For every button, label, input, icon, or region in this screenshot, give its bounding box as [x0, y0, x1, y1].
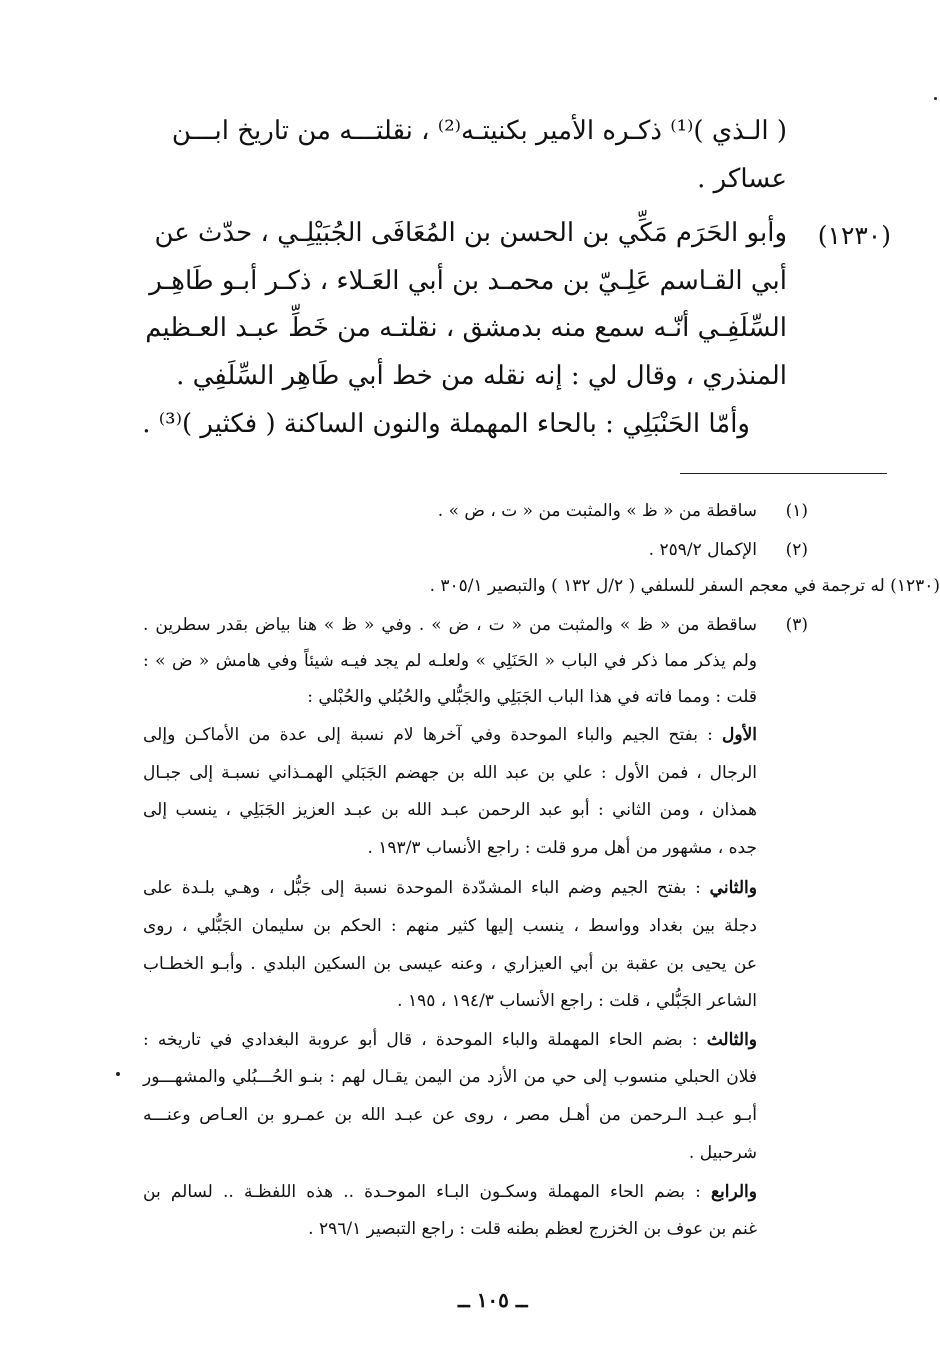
paragraph-second-line: عن يحيى بن عقبة بن أبي العيزاري ، وعنه عيسى بن السكين البلدي . وأبـو الخطـاب [143, 954, 757, 974]
footnote-separator [680, 473, 887, 474]
paragraph-third-heading: والثالث [706, 1030, 757, 1050]
entry-number: (١٢٣٠) [817, 221, 891, 250]
paragraph-third-line: فلان الحبلي منسوب إلى حي من الأزد من اليمن يقـال لهم : بنـو الحُـــبُلي والمشهـــور [143, 1067, 757, 1087]
paragraph-third-line: أبـو عبـد الـرحمن من أهـل مصر ، روى عن عبـد الله بن عمـرو بن العـاص وعنـــه [143, 1105, 757, 1125]
main-line: المنذري ، وقال لي : إنه نقله من خط أبي طَاهِر السِّلَفِي . [176, 361, 787, 391]
paragraph-first-text: : بفتح الجيم والباء الموحدة وفي آخرها لام نسبة إلى عدة من الأماكـن وإلى [143, 725, 723, 745]
footnote-3-line: ولم يذكر مما ذكر في الباب « الحَنَلِي » ولعلـه لم يجد فيـه شيئاً وفي هامش « ض » : [143, 651, 757, 671]
footnote-3-line: قلت : ومما فاته في هذا الباب الجَبَلِي والجَبُّلي والحُبُلي والحُبْلي : [307, 687, 757, 707]
footnote-1-label: (١) [785, 501, 808, 521]
paragraph-second-line: دجلة بين بغداد وواسط ، ينسب إليها كثير منهم : الحكم بن سليمان الجَبُّلي ، روى [143, 916, 757, 936]
main-line: وأمّا الحَنْبَلِي : بالحاء المهملة والنون الساكنة ( فكثير )⁽³⁾ . [142, 409, 750, 439]
ink-speck [116, 1072, 120, 1076]
main-line: السِّلَفِـي أنّـه سمع منه بدمشق ، نقلتـه من خَطِّ عبـد العـظيم [145, 313, 787, 343]
paragraph-first-line [143, 721, 757, 751]
footnote-1-text: ساقطة من « ظ » والمثبت من « ت ، ض » . [437, 501, 757, 521]
page-number: ــ ١٠٥ ــ [458, 1288, 528, 1312]
paragraph-first-line: الرجال ، فمن الأول : علي بن عبد الله بن جهضم الجَبَلي الهمـذاني نسبـة إلى جبـال [143, 763, 757, 783]
main-line: عساكر . [697, 164, 787, 194]
paragraph-fourth-line: غنم بن عوف بن الخزرج لعظم بطنه قلت : راجع التبصير ٢٩٦/١ . [308, 1219, 757, 1239]
paragraph-second-text: : بفتح الجيم وضم الباء المشدّدة الموحدة نسبة إلى جَبُّل ، وهـي بلـدة على [143, 878, 710, 898]
paragraph-fourth-heading: والرابع [711, 1182, 757, 1202]
ink-speck [934, 97, 937, 100]
main-line: وأبو الحَرَم مَكِّي بن الحسن بن المُعَافَى الجُبَيْلِـي ، حدّث عن [154, 218, 787, 248]
footnote-2-text: الإكمال ٢٥٩/٢ . [648, 540, 757, 560]
paragraph-second-line: الشاعر الجَبُّلي ، قلت : راجع الأنساب ١٩٤/٣ ، ١٩٥ . [397, 991, 757, 1011]
paragraph-third-line: شرحبيل . [688, 1143, 757, 1163]
entry-reference: (١٢٣٠) له ترجمة في معجم السفر للسلفي ( ٢/ل ١٣٢ ) والتبصير ٣٠٥/١ . [429, 576, 940, 596]
paragraph-first-line: همذان ، ومن الثاني : أبو عبد الرحمن عبـد الله بن عبـد العزيز الجَبَلِي ، ينسب إلى [143, 800, 757, 820]
main-line: ( الـذي )⁽¹⁾ ذكـره الأمير بكنيتـه⁽²⁾ ، نقلتـــه من تاريخ ابـــن [171, 116, 787, 146]
paragraph-third-line [143, 1026, 757, 1056]
footnote-3-line: ساقطة من « ظ » والمثبت من « ت ، ض » . وفي « ظ » هنا بياض بقدر سطرين . [143, 615, 757, 635]
paragraph-second-heading: والثاني [709, 878, 757, 898]
footnote-2-label: (٢) [785, 540, 808, 560]
footnote-3-label: (٣) [785, 615, 808, 635]
paragraph-fourth-text: : بضم الحاء المهملة وسكـون البـاء الموحـدة .. هذه اللفظـة .. لسالم بن [143, 1182, 711, 1202]
paragraph-second-line [143, 874, 757, 904]
paragraph-third-text: : بضم الحاء المهملة والباء الموحدة ، قال أبو عروبة البغدادي في تاريخه : [143, 1030, 707, 1050]
paragraph-first-heading: الأول [722, 725, 757, 745]
paragraph-first-line: جده ، مشهور من أهل مرو قلت : راجع الأنساب ١٩٣/٣ . [367, 838, 757, 858]
paragraph-fourth-line [143, 1178, 757, 1208]
main-line: أبي القـاسم عَلِـيّ بن محمـد بن أبي العَـلاء ، ذكـر أبـو طَاهِـر [149, 266, 787, 296]
